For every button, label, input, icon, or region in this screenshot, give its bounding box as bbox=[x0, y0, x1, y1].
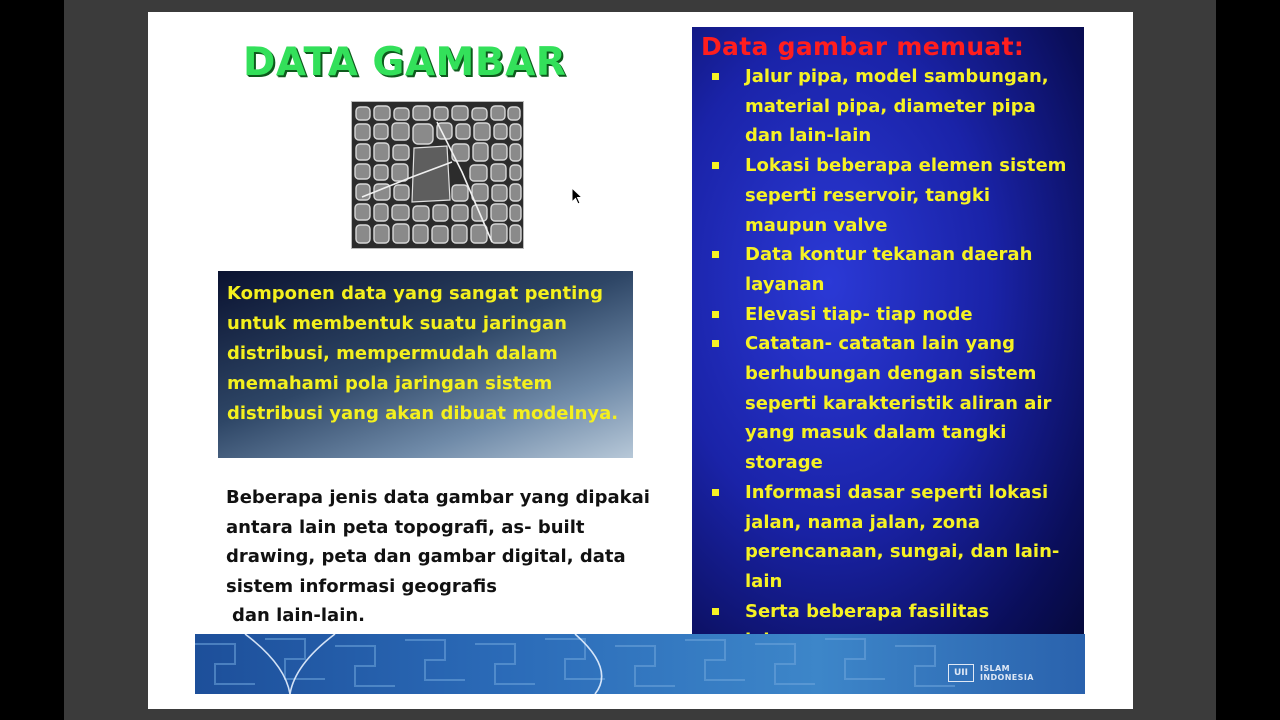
square-bullet-icon bbox=[712, 251, 719, 258]
square-bullet-icon bbox=[712, 73, 719, 80]
logo-text-line2: INDONESIA bbox=[980, 673, 1034, 682]
logo-text-line1: ISLAM bbox=[980, 664, 1010, 673]
square-bullet-icon bbox=[712, 340, 719, 347]
image-data-types-note bbox=[226, 483, 666, 631]
university-logo bbox=[948, 662, 1058, 684]
list-item: Serta beberapa fasilitas bbox=[692, 597, 1084, 656]
presentation-slide bbox=[148, 12, 1133, 709]
note-text-end: dan lain-lain. bbox=[232, 605, 366, 626]
note-text: Beberapa jenis data gambar yang dipakai antara lain peta topografi, as- built drawing, peta dan gambar digital, data sistem informasi geografis bbox=[226, 487, 650, 597]
square-bullet-icon bbox=[712, 489, 719, 496]
component-description-text: Komponen data yang sangat penting untuk membentuk suatu jaringan distribusi, mempermudah dalam memahami pola jaringan sistem distribusi yang akan dibuat modelnya. bbox=[227, 283, 619, 424]
mouse-pointer-icon bbox=[571, 187, 583, 205]
info-list bbox=[692, 62, 1084, 656]
slide-title: DATA GAMBAR bbox=[243, 40, 567, 85]
list-item: Elevasi tiap- tiap node bbox=[692, 300, 1084, 330]
square-bullet-icon bbox=[712, 311, 719, 318]
image-data-contents-box bbox=[692, 27, 1084, 664]
list-item: Data kontur tekanan daerah layanan bbox=[692, 240, 1084, 299]
list-item: Jalur pipa, model sambungan, material pipa, diameter pipa dan lain-lain bbox=[692, 62, 1084, 151]
list-item: Informasi dasar seperti lokasi jalan, nama jalan, zona perencanaan, sungai, dan lain-lain bbox=[692, 478, 1084, 597]
square-bullet-icon bbox=[712, 608, 719, 615]
list-item: Catatan- catatan lain yang berhubungan dengan sistem seperti karakteristik aliran air yang masuk dalam tangki storage bbox=[692, 329, 1084, 478]
component-description-box bbox=[218, 271, 633, 458]
university-logo-icon: UII bbox=[948, 664, 974, 682]
aerial-map-image bbox=[351, 101, 524, 249]
list-item: Lokasi beberapa elemen sistem seperti reservoir, tangki maupun valve bbox=[692, 151, 1084, 240]
square-bullet-icon bbox=[712, 162, 719, 169]
info-box-title: Data gambar memuat: bbox=[701, 32, 1025, 61]
